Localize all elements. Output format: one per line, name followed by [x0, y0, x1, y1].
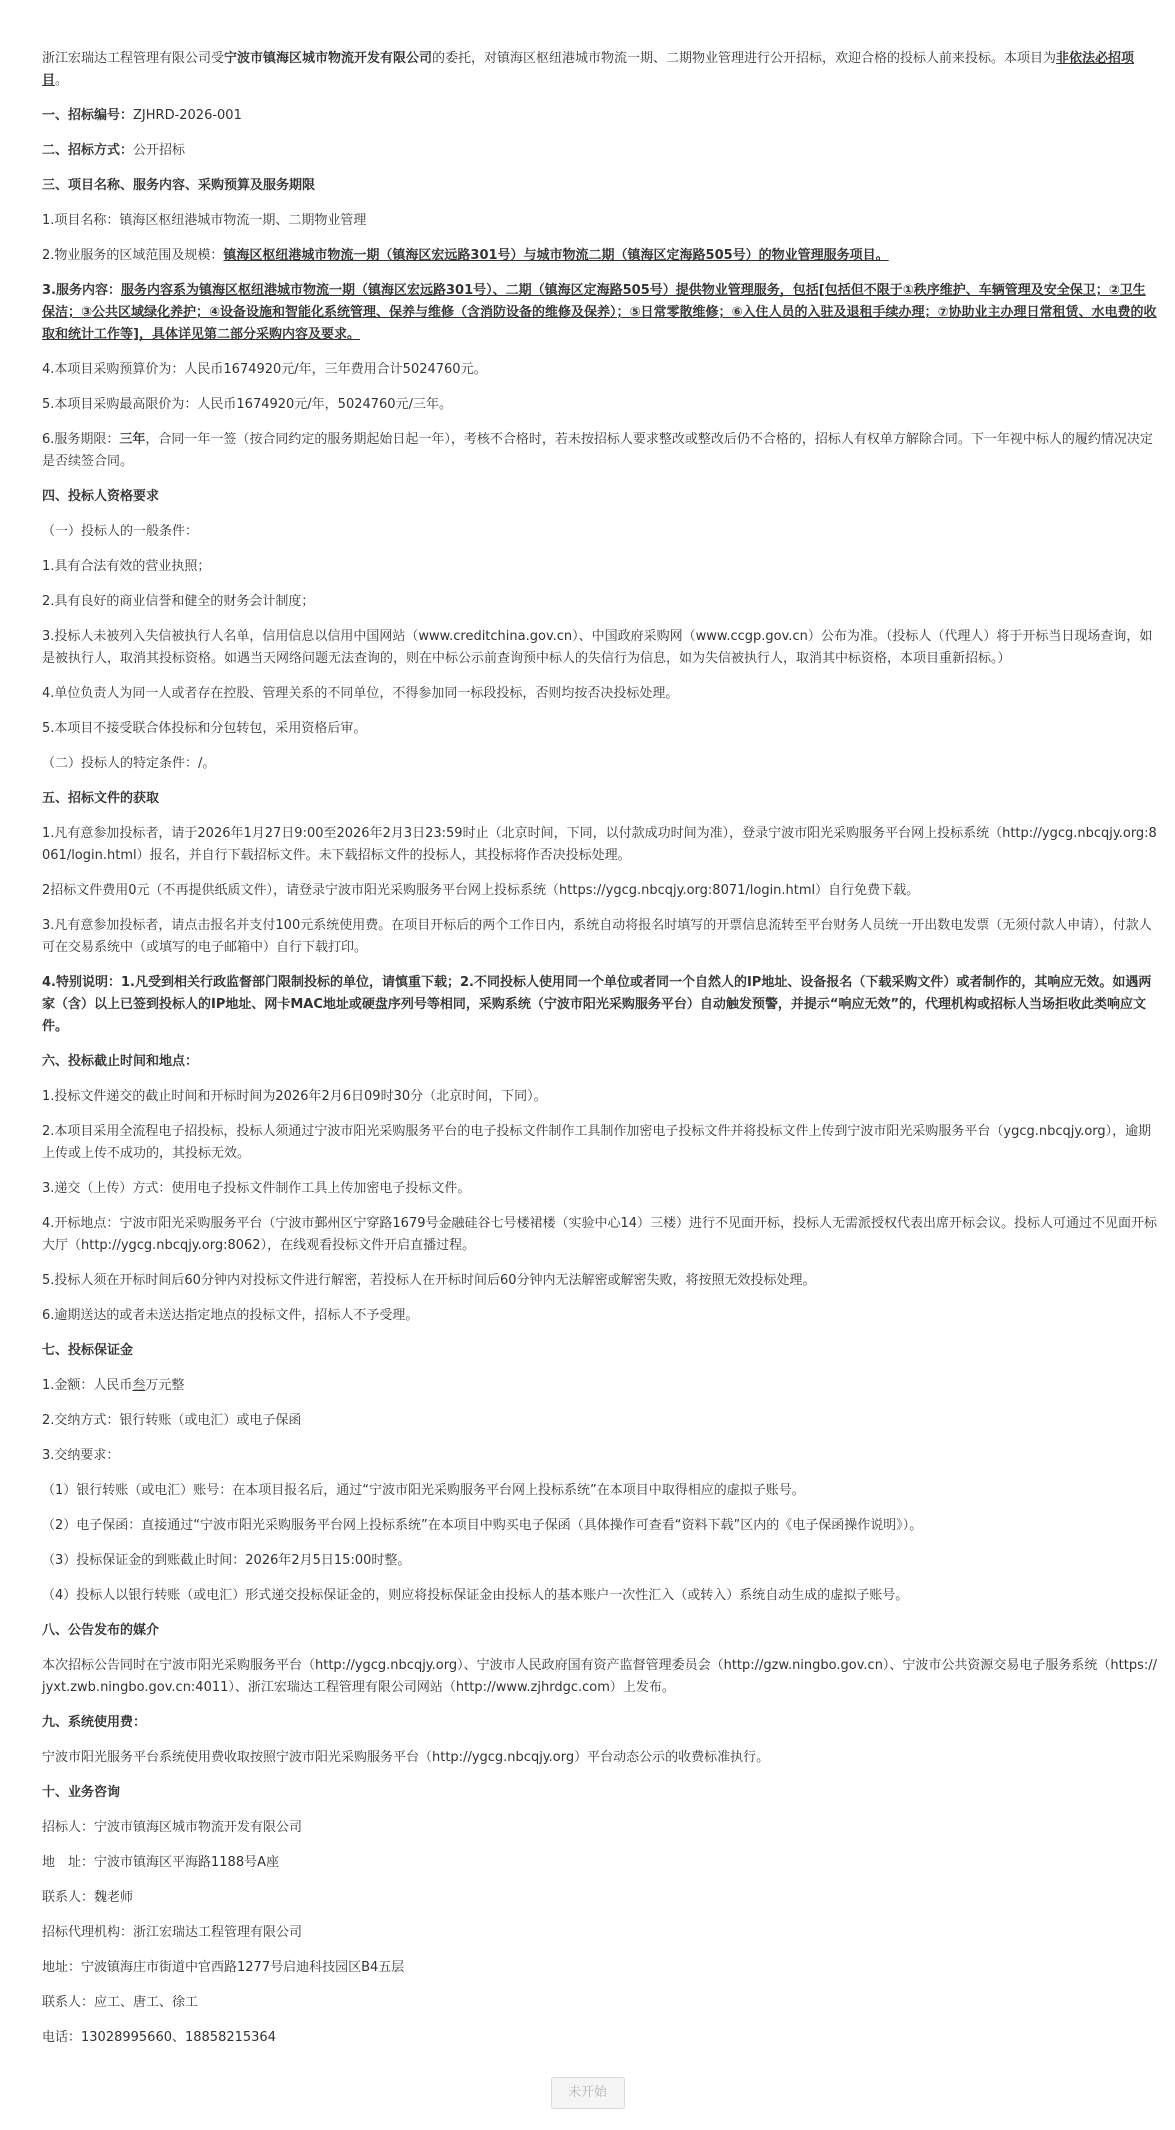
text-segment: 非依法必招项目: [42, 51, 1135, 88]
text-segment: 八、公告发布的媒介: [42, 1623, 160, 1638]
paragraph: [42, 1445, 1158, 1467]
announcement-body: [42, 48, 1158, 2062]
section-heading: [42, 1620, 1158, 1642]
text-segment: （3）投标保证金的到账截止时间：2026年2月5日15:00时整。: [42, 1553, 411, 1568]
text-segment: 公开招标: [133, 143, 186, 158]
section-heading: [42, 1712, 1158, 1734]
paragraph: [42, 1305, 1158, 1327]
paragraph: [42, 753, 1158, 775]
paragraph: [42, 1655, 1158, 1699]
text-segment: （2）电子保函：直接通过“宁波市阳光采购服务平台网上投标系统”在本项目中购买电子保函（具体操作可查看“资料下载”区内的《电子保函操作说明》）。: [42, 1518, 923, 1533]
text-segment: 联系人：应工、唐工、徐工: [42, 1995, 199, 2010]
text-segment: 6.逾期送达的或者未送达指定地点的投标文件，招标人不予受理。: [42, 1308, 419, 1323]
text-segment: 招标人：宁波市镇海区城市物流开发有限公司: [42, 1820, 303, 1835]
text-segment: 镇海区枢纽港城市物流一期（镇海区宏远路301号）与城市物流二期（镇海区定海路505号）的物业管理服务项目。: [223, 248, 889, 263]
text-segment: 宁波市阳光服务平台系统使用费收取按照宁波市阳光采购服务平台（http://ygcg.nbcqjy.org）平台动态公示的收费标准执行。: [42, 1750, 770, 1765]
paragraph: [42, 823, 1158, 867]
text-segment: 宁波市镇海区城市物流开发有限公司: [224, 51, 433, 66]
text-segment: 一、招标编号：: [42, 108, 134, 123]
paragraph: [42, 718, 1158, 740]
text-segment: 1.项目名称：镇海区枢纽港城市物流一期、二期物业管理: [42, 213, 367, 228]
text-segment: 万元整: [145, 1378, 185, 1393]
text-segment: 3.凡有意参加投标者，请点击报名并支付100元系统使用费。在项目开标后的两个工作日内，系统自动将报名时填写的开票信息流转至平台财务人员统一开出数电发票（无须付款人申请），付款人可在交易系统中（或填写的电子邮箱中）自行下载打印。: [42, 918, 1152, 955]
text-segment: 十、业务咨询: [42, 1785, 121, 1800]
text-segment: 1.凡有意参加投标者，请于2026年1月27日9:00至2026年2月3日23:59时止（北京时间，下同，以付款成功时间为准），登录宁波市阳光采购服务平台网上投标系统（http://ygcg.nbcqjy.org:8061/login.html）报名，并自行下载招标文件。未下载招标文件的投标人，其投标将作否决投标处理。: [42, 826, 1157, 863]
section-heading: [42, 486, 1158, 508]
text-segment: 1.投标文件递交的截止时间和开标时间为2026年2月6日09时30分（北京时间，下同）。: [42, 1089, 547, 1104]
paragraph: [42, 1550, 1158, 1572]
text-segment: 4.本项目采购预算价为：人民币1674920元/年，三年费用合计5024760元。: [42, 362, 487, 377]
paragraph: [42, 521, 1158, 543]
text-segment: 6.服务期限：: [42, 432, 120, 447]
text-segment: （二）投标人的特定条件：/。: [42, 756, 216, 771]
paragraph: [42, 1992, 1158, 2014]
text-segment: （4）投标人以银行转账（或电汇）形式递交投标保证金的，则应将投标保证金由投标人的基本账户一次性汇入（或转入）系统自动生成的虚拟子账号。: [42, 1588, 909, 1603]
paragraph: [42, 626, 1158, 670]
text-segment: 联系人：魏老师: [42, 1890, 134, 1905]
paragraph: [42, 359, 1158, 381]
text-segment: 服务内容系为镇海区枢纽港城市物流一期（镇海区宏远路301号）、二期（镇海区定海路505号）提供物业管理服务，包括[包括但不限于①秩序维护、车辆管理及安全保卫；②卫生保洁；③公共区域绿化养护；④设备设施和智能化系统管理、保养与维修（含消防设备的维修及保养）；⑤日常零散维修；⑥入住人员的入驻及退租手续办理；⑦协助业主办理日常租赁、水电费的收取和统计工作等]，具体详见第二部分采购内容及要求。: [42, 283, 1157, 342]
text-segment: 3.投标人未被列入失信被执行人名单，信用信息以信用中国网站（www.creditchina.gov.cn）、中国政府采购网（www.ccgp.gov.cn）公布为准。（投标人（代理人）将于开标当日现场查询，如是被执行人，取消其投标资格。如遇当天网络问题无法查询的，则在中标公示前查询预中标人的失信行为信息，如为失信被执行人，取消其中标资格，本项目重新招标。）: [42, 629, 1153, 666]
paragraph: [42, 915, 1158, 959]
section-heading: [42, 105, 1158, 127]
text-segment: 5.本项目不接受联合体投标和分包转包，采用资格后审。: [42, 721, 367, 736]
paragraph: [42, 972, 1158, 1038]
text-segment: 浙江宏瑞达工程管理有限公司受: [42, 51, 225, 66]
paragraph: [42, 48, 1158, 92]
text-segment: 2.本项目采用全流程电子招投标，投标人须通过宁波市阳光采购服务平台的电子投标文件制作工具制作加密电子投标文件并将投标文件上传到宁波市阳光采购服务平台（ygcg.nbcqjy.org），逾期上传或上传不成功的，其投标无效。: [42, 1124, 1152, 1161]
text-segment: ZJHRD-2026-001: [133, 108, 242, 123]
section-heading: [42, 1340, 1158, 1362]
paragraph: [42, 1515, 1158, 1537]
paragraph: [42, 556, 1158, 578]
section-heading: [42, 1782, 1158, 1804]
text-segment: 招标代理机构：浙江宏瑞达工程管理有限公司: [42, 1925, 303, 1940]
paragraph: [42, 280, 1158, 346]
text-segment: 4.单位负责人为同一人或者存在控股、管理关系的不同单位，不得参加同一标段投标，否则均按否决投标处理。: [42, 686, 679, 701]
section-heading: [42, 788, 1158, 810]
text-segment: 1.金额：人民币: [42, 1378, 133, 1393]
paragraph: [42, 1887, 1158, 1909]
paragraph: [42, 1480, 1158, 1502]
paragraph: [42, 880, 1158, 902]
text-segment: 地 址：宁波市镇海区平海路1188号A座: [42, 1855, 279, 1870]
text-segment: 3.交纳要求：: [42, 1448, 120, 1463]
text-segment: 4.特别说明：1.凡受到相关行政监督部门限制投标的单位，请慎重下载；2.不同投标人使用同一个单位或者同一个自然人的IP地址、设备报名（下载采购文件）或者制作的，其响应无效。如遇两家（含）以上已签到投标人的IP地址、网卡MAC地址或硬盘序列号等相同，采购系统（宁波市阳光采购服务平台）自动触发预警，并提示“响应无效”的，代理机构或招标人当场拒收此类响应文件。: [42, 975, 1152, 1034]
paragraph: [42, 683, 1158, 705]
section-heading: [42, 1051, 1158, 1073]
paragraph: [42, 1852, 1158, 1874]
paragraph: [42, 394, 1158, 416]
paragraph: [42, 1747, 1158, 1769]
text-segment: 本次招标公告同时在宁波市阳光采购服务平台（http://ygcg.nbcqjy.org）、宁波市人民政府国有资产监督管理委员会（http://gzw.ningbo.gov.cn）、宁波市公共资源交易电子服务系统（https://jyxt.zwb.ningbo.gov.cn:4011）、浙江宏瑞达工程管理有限公司网站（http://www.zjhrdgc.com）上发布。: [42, 1658, 1158, 1695]
text-segment: 2招标文件费用0元（不再提供纸质文件），请登录宁波市阳光采购服务平台网上投标系统（https://ygcg.nbcqjy.org:8071/login.html）自行免费下载。: [42, 883, 920, 898]
text-segment: 2.物业服务的区域范围及规模：: [42, 248, 224, 263]
text-segment: 三年: [119, 432, 146, 447]
text-segment: 的委托，对镇海区枢纽港城市物流一期、二期物业管理进行公开招标，欢迎合格的投标人前来投标。本项目为: [432, 51, 1057, 66]
paragraph: [42, 2027, 1158, 2049]
text-segment: 三、项目名称、服务内容、采购预算及服务期限: [42, 178, 316, 193]
paragraph: [42, 1178, 1158, 1200]
paragraph: [42, 245, 1158, 267]
text-segment: （1）银行转账（或电汇）账号：在本项目报名后，通过“宁波市阳光采购服务平台网上投标系统”在本项目中取得相应的虚拟子账号。: [42, 1483, 805, 1498]
text-segment: 。: [55, 73, 69, 88]
paragraph: [42, 1410, 1158, 1432]
text-segment: ，合同一年一签（按合同约定的服务期起始日起一年），考核不合格时，若未按招标人要求整改或整改后仍不合格的，招标人有权单方解除合同。下一年视中标人的履约情况决定是否续签合同。: [42, 432, 1153, 469]
text-segment: 2.具有良好的商业信誉和健全的财务会计制度；: [42, 594, 315, 609]
paragraph: [42, 1270, 1158, 1292]
text-segment: 电话：13028995660、18858215364: [42, 2030, 276, 2045]
text-segment: 3.服务内容：: [42, 283, 121, 298]
paragraph: [42, 210, 1158, 232]
text-segment: 四、投标人资格要求: [42, 489, 160, 504]
footer: [0, 2077, 1175, 2109]
text-segment: 5.本项目采购最高限价为：人民币1674920元/年，5024760元/三年。: [42, 397, 452, 412]
text-segment: 3.递交（上传）方式：使用电子投标文件制作工具上传加密电子投标文件。: [42, 1181, 471, 1196]
text-segment: （一）投标人的一般条件：: [42, 524, 199, 539]
text-segment: 七、投标保证金: [42, 1343, 134, 1358]
text-segment: 二、招标方式：: [42, 143, 134, 158]
text-segment: 4.开标地点：宁波市阳光采购服务平台（宁波市鄞州区宁穿路1679号金融硅谷七号楼裙楼（实验中心14）三楼）进行不见面开标，投标人无需派授权代表出席开标会议。投标人可通过不见面开标大厅（http://ygcg.nbcqjy.org:8062），在线观看投标文件开启直播过程。: [42, 1216, 1158, 1253]
paragraph: [42, 1213, 1158, 1257]
text-segment: 五、招标文件的获取: [42, 791, 160, 806]
paragraph: [42, 1817, 1158, 1839]
section-heading: [42, 140, 1158, 162]
text-segment: 1.具有合法有效的营业执照；: [42, 559, 211, 574]
paragraph: [42, 1086, 1158, 1108]
text-segment: 九、系统使用费：: [42, 1715, 147, 1730]
text-segment: 地址：宁波镇海庄市街道中官西路1277号启迪科技园区B4五层: [42, 1960, 405, 1975]
not-started-button[interactable]: 未开始: [551, 2077, 625, 2109]
paragraph: [42, 1121, 1158, 1165]
paragraph: [42, 429, 1158, 473]
text-segment: 六、投标截止时间和地点：: [42, 1054, 199, 1069]
paragraph: [42, 1375, 1158, 1397]
paragraph: [42, 1585, 1158, 1607]
paragraph: [42, 1957, 1158, 1979]
paragraph: [42, 591, 1158, 613]
text-segment: 2.交纳方式：银行转账（或电汇）或电子保函: [42, 1413, 302, 1428]
paragraph: [42, 1922, 1158, 1944]
section-heading: [42, 175, 1158, 197]
text-segment: 5.投标人须在开标时间后60分钟内对投标文件进行解密，若投标人在开标时间后60分钟内无法解密或解密失败，将按照无效投标处理。: [42, 1273, 816, 1288]
text-segment: 叁: [132, 1378, 146, 1393]
